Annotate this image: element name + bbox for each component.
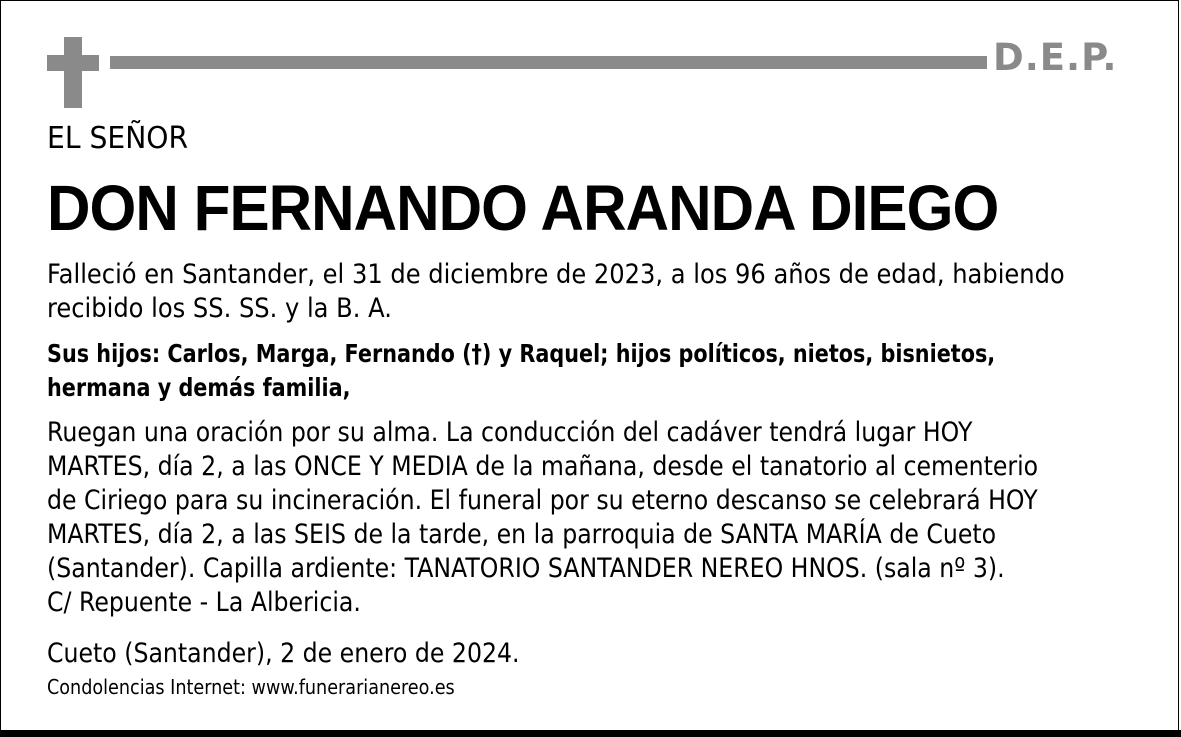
ceremony-paragraph (47, 416, 1180, 620)
ceremony-line: Ruegan una oración por su alma. La conducción del cadáver tendrá lugar HOY (47, 417, 973, 448)
ceremony-line: de Ciriego para su incineración. El funeral por su eterno descanso se celebrará HOY (47, 485, 1038, 516)
cross-icon (64, 37, 82, 108)
condolences-text: Condolencias Internet: www.funerarianereo.es (47, 675, 455, 699)
ceremony-line: MARTES, día 2, a las SEIS de la tarde, en la parroquia de SANTA MARÍA de Cueto (47, 519, 997, 550)
condolences-block (47, 673, 510, 701)
bottom-rule (0, 730, 1181, 737)
honorific: EL SEÑOR (47, 121, 189, 156)
death-line: recibido los SS. SS. y la B. A. (47, 293, 392, 324)
place-date: Cueto (Santander), 2 de enero de 2024. (47, 638, 520, 669)
dep-label: D.E.P. (993, 36, 1118, 79)
place-date-block (47, 637, 587, 671)
ceremony-line: (Santander). Capilla ardiente: TANATORIO SANTANDER NEREO HNOS. (sala nº 3). (47, 553, 1005, 584)
death-line: Falleció en Santander, el 31 de diciembre de 2023, a los 96 años de edad, habiendo (47, 259, 1065, 290)
family-paragraph (47, 337, 1181, 405)
ceremony-line: MARTES, día 2, a las ONCE Y MEDIA de la mañana, desde el tanatorio al cementerio (47, 451, 1039, 482)
deceased-name: DON FERNANDO ARANDA DIEGO (47, 172, 999, 244)
family-line: Sus hijos: Carlos, Marga, Fernando (†) y Raquel; hijos políticos, nietos, bisnietos, (47, 339, 996, 368)
ceremony-line: C/ Repuente - La Albericia. (47, 587, 361, 618)
family-line: hermana y demás familia, (47, 373, 351, 402)
cross-icon-arm (47, 55, 99, 71)
header-rule (110, 56, 987, 69)
death-paragraph (47, 258, 1181, 326)
